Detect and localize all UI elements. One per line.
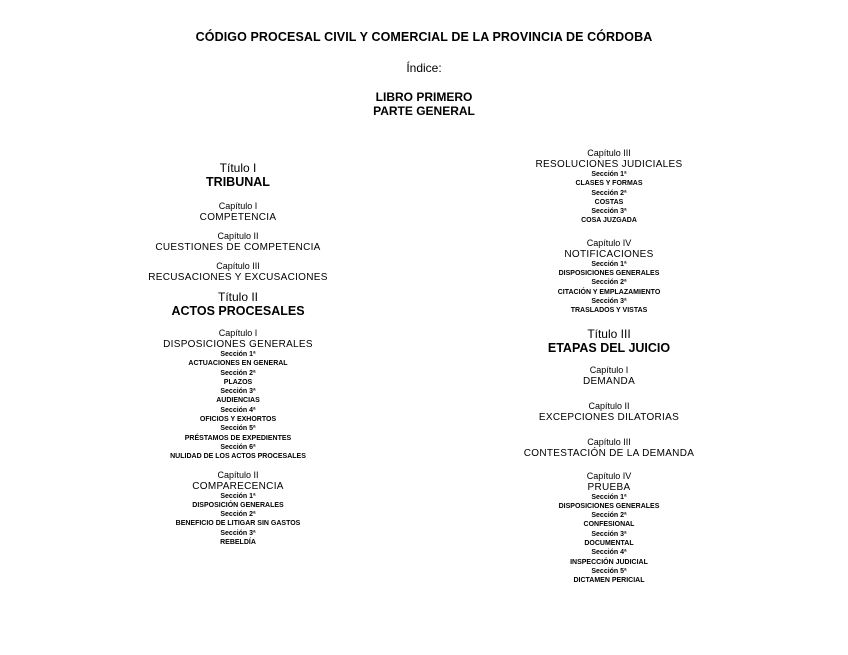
capitulo-entry xyxy=(128,231,348,253)
titulo-name: ETAPAS DEL JUICIO xyxy=(547,340,671,355)
capitulo-number: Capítulo IV xyxy=(586,237,632,248)
section-list xyxy=(128,350,348,462)
section-name: TRASLADOS Y VISTAS xyxy=(570,307,648,315)
section-label: Sección 3ª xyxy=(591,530,627,538)
titulo-number: Título II xyxy=(217,290,258,304)
section-label: Sección 3ª xyxy=(591,297,627,305)
capitulo-entry xyxy=(505,401,713,423)
capitulo-number: Capítulo IV xyxy=(586,470,632,481)
section-name: PRÉSTAMOS DE EXPEDIENTES xyxy=(184,434,292,442)
section-label: Sección 3ª xyxy=(220,529,256,537)
section-name: CONFESIONAL xyxy=(583,521,635,529)
section-label: Sección 4ª xyxy=(220,406,256,414)
section-label: Sección 2ª xyxy=(220,369,256,377)
section-name: OFICIOS Y EXHORTOS xyxy=(199,416,277,424)
capitulo-name: PRUEBA xyxy=(587,481,631,493)
section-label: Sección 2ª xyxy=(591,279,627,287)
section-name: CITACIÓN Y EMPLAZAMIENTO xyxy=(557,288,661,296)
section-name: DISPOSICIONES GENERALES xyxy=(558,502,660,510)
section-label: Sección 2ª xyxy=(591,512,627,520)
titulo-name: TRIBUNAL xyxy=(206,175,270,189)
section-list xyxy=(505,260,713,316)
section-name: COSA JUZGADA xyxy=(581,217,637,225)
section-name: CLASES Y FORMAS xyxy=(575,180,643,188)
capitulo-name: COMPETENCIA xyxy=(199,212,277,223)
book-title: LIBRO PRIMERO xyxy=(375,90,473,104)
capitulo-entry xyxy=(505,365,713,387)
capitulo-name: EXCEPCIONES DILATORIAS xyxy=(538,411,680,423)
section-label: Sección 4ª xyxy=(591,549,627,557)
section-name: DISPOSICIÓN GENERALES xyxy=(192,501,284,509)
capitulo-number: Capítulo I xyxy=(218,201,258,211)
section-list xyxy=(505,170,713,226)
section-label: Sección 1ª xyxy=(220,492,256,500)
section-name: DICTAMEN PERICIAL xyxy=(573,577,645,585)
index-right-column xyxy=(505,148,713,594)
section-label: Sección 2ª xyxy=(220,511,256,519)
section-label: Sección 5ª xyxy=(591,567,627,575)
titulo-heading xyxy=(128,291,348,318)
capitulo-entry xyxy=(128,201,348,223)
section-label: Sección 5ª xyxy=(220,425,256,433)
section-label: Sección 1ª xyxy=(591,171,627,178)
section-label: Sección 2ª xyxy=(591,189,627,197)
section-name: DOCUMENTAL xyxy=(584,540,634,548)
document-title: CÓDIGO PROCESAL CIVIL Y COMERCIAL DE LA PROVINCIA DE CÓRDOBA xyxy=(195,30,653,44)
capitulo-name: RECUSACIONES Y EXCUSACIONES xyxy=(148,272,328,283)
part-title: PARTE GENERAL xyxy=(373,104,475,118)
titulo-number: Título III xyxy=(587,326,631,341)
section-label: Sección 6ª xyxy=(220,443,256,451)
titulo-heading xyxy=(505,328,713,355)
titulo-heading xyxy=(128,162,348,189)
capitulo-name: DISPOSICIONES GENERALES xyxy=(163,339,313,350)
capitulo-number: Capítulo III xyxy=(587,148,631,158)
section-name: BENEFICIO DE LITIGAR SIN GASTOS xyxy=(175,520,301,528)
capitulo-name: CONTESTACIÓN DE LA DEMANDA xyxy=(523,447,695,459)
capitulo-number: Capítulo III xyxy=(587,436,631,447)
section-name: REBELDÍA xyxy=(220,539,256,547)
capitulo-name: COMPARECENCIA xyxy=(192,480,284,492)
capitulo-number: Capítulo II xyxy=(217,231,259,241)
section-label: Sección 1ª xyxy=(220,351,256,358)
section-name: ACTUACIONES EN GENERAL xyxy=(188,360,288,368)
section-name: COSTAS xyxy=(594,198,624,206)
section-list xyxy=(128,492,348,548)
capitulo-entry xyxy=(128,261,348,283)
section-name: INSPECCIÓN JUDICIAL xyxy=(570,558,648,566)
section-label: Sección 3ª xyxy=(591,208,627,216)
capitulo-number: Capítulo I xyxy=(218,328,258,338)
section-label: Sección 1ª xyxy=(591,260,627,268)
titulo-number: Título I xyxy=(219,161,257,175)
section-label: Sección 1ª xyxy=(591,493,627,501)
capitulo-number: Capítulo III xyxy=(216,261,260,271)
capitulo-entry xyxy=(505,437,713,459)
section-label: Sección 3ª xyxy=(220,388,256,396)
capitulo-number: Capítulo II xyxy=(217,469,259,480)
section-list xyxy=(505,493,713,586)
book-heading xyxy=(0,90,848,118)
capitulo-entry xyxy=(505,148,713,226)
section-name: DISPOSICIONES GENERALES xyxy=(558,270,660,278)
index-label: Índice: xyxy=(406,61,442,75)
capitulo-name: RESOLUCIONES JUDICIALES xyxy=(535,159,683,170)
capitulo-entry xyxy=(505,471,713,586)
index-left-column xyxy=(128,162,348,555)
capitulo-entry xyxy=(505,238,713,316)
section-name: NULIDAD DE LOS ACTOS PROCESALES xyxy=(170,453,306,461)
capitulo-entry xyxy=(128,470,348,548)
titulo-name: ACTOS PROCESALES xyxy=(171,304,305,318)
capitulo-number: Capítulo II xyxy=(588,400,630,411)
capitulo-number: Capítulo I xyxy=(589,364,629,375)
capitulo-name: NOTIFICACIONES xyxy=(564,248,654,260)
capitulo-name: DEMANDA xyxy=(582,375,636,387)
capitulo-entry xyxy=(128,328,348,462)
capitulo-name: CUESTIONES DE COMPETENCIA xyxy=(155,242,321,253)
section-name: PLAZOS xyxy=(223,378,253,386)
section-name: AUDIENCIAS xyxy=(216,397,260,405)
